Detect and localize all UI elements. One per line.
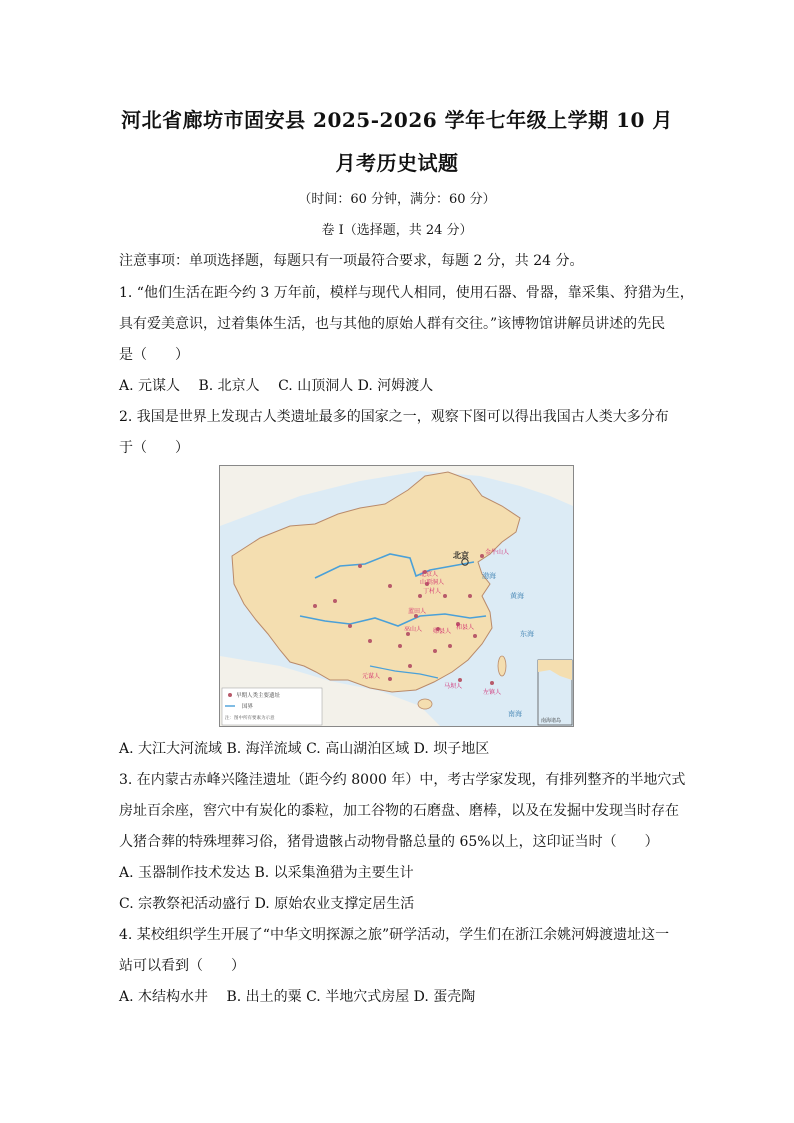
site-dot-21 [448,644,452,648]
site-label-7: 和县人 [456,624,475,631]
q4-line1: 4. 某校组织学生开展了“中华文明探源之旅”研学活动，学生们在浙江余姚河姆渡遗址这一 [119,927,670,943]
q3-line1: 3. 在内蒙古赤峰兴隆洼遗址（距今约 8000 年）中，考古学家发现，有排列整齐的半地穴式 [119,772,686,788]
legend-sites-label: 早期人类主要遗址 [236,693,281,699]
time-info: （时间：60 分钟，满分：60 分） [298,192,496,207]
q3-line3: 人猪合葬的特殊埋葬习俗，猪骨遗骸占动物骨骼总量的 65%以上，这印证当时（ ） [119,834,659,850]
site-dot-19 [368,639,372,643]
section-heading: 卷 I（选择题，共 24 分） [321,223,473,238]
q1-line2: 具有爱美意识，过着集体生活，也与其他的原始人群有交往。”该博物馆讲解员讲述的先民 [119,316,666,332]
sea-label-2: 黄海 [510,592,524,600]
site-dot-23 [348,624,352,628]
q1-line3: 是（ ） [119,347,189,363]
site-label-2: 北京人 [420,571,439,578]
site-label-8: 巫山人 [404,626,423,633]
sea-label-1: 渤海 [482,572,496,580]
site-dot-10 [458,678,462,682]
q3-line2: 房址百余座，窖穴中有炭化的黍粒，加工谷物的石磨盘、磨棒，以及在发掘中发现当时存在 [119,803,679,819]
sea-label-3: 东海 [520,630,534,638]
site-dot-12 [358,564,362,568]
site-label-4: 丁村人 [423,588,442,595]
legend-border-label: 国界 [242,704,254,710]
site-dot-1 [480,554,484,558]
site-dot-22 [408,664,412,668]
site-label-9: 元谋人 [362,673,381,680]
site-dot-11 [490,681,494,685]
q3-options-line1: A. 玉器制作技术发达 B. 以采集渔猎为主要生计 [119,865,414,881]
sea-label-4: 南海 [508,710,522,718]
site-label-1: 金牛山人 [485,549,510,556]
legend-site-dot [228,693,232,697]
china-map-figure [219,465,574,727]
site-label-5: 蓝田人 [408,608,427,615]
q1-line1: 1. “他们生活在距今约 3 万年前，模样与现代人相同，使用石器、骨器，靠采集、狩猎为生， [119,285,694,301]
site-dot-14 [313,604,317,608]
site-label-10: 马坝人 [444,683,463,690]
hainan-island [418,699,432,709]
capital-label: 北京 [453,551,469,560]
site-dot-9 [388,677,392,681]
taiwan-island [498,656,506,676]
exam-title-line1: 河北省廊坊市固安县 2025-2026 学年七年级上学期 10 月 [121,108,673,132]
site-dot-17 [468,594,472,598]
site-label-3: 山顶洞人 [420,579,445,586]
site-dot-15 [388,584,392,588]
site-dot-13 [333,599,337,603]
site-label-6: 郧县人 [433,628,452,635]
q3-options-line2: C. 宗教祭祀活动盛行 D. 原始农业支撑定居生活 [119,896,415,912]
inset-label: 南海诸岛 [541,718,562,724]
site-dot-20 [433,649,437,653]
site-dot-16 [443,594,447,598]
q1-options: A. 元谋人 B. 北京人 C. 山顶洞人 D. 河姆渡人 [119,378,434,394]
q4-options: A. 木结构水井 B. 出土的粟 C. 半地穴式房屋 D. 蛋壳陶 [119,989,476,1005]
q2-line2: 于（ ） [119,440,189,456]
site-dot-4 [418,594,422,598]
legend-note: 注：图中所有要素为示意 [225,716,275,721]
site-dot-18 [398,644,402,648]
q2-options: A. 大江大河流域 B. 海洋流域 C. 高山湖泊区域 D. 坝子地区 [119,741,490,757]
notice: 注意事项：单项选择题，每题只有一项最符合要求，每题 2 分，共 24 分。 [119,253,584,269]
site-label-11: 左镇人 [483,689,502,696]
exam-title-line2: 月考历史试题 [335,151,459,175]
q4-line2: 站可以看到（ ） [119,958,245,974]
site-dot-24 [473,634,477,638]
q2-line1: 2. 我国是世界上发现古人类遗址最多的国家之一，观察下图可以得出我国古人类大多分布 [119,409,669,425]
